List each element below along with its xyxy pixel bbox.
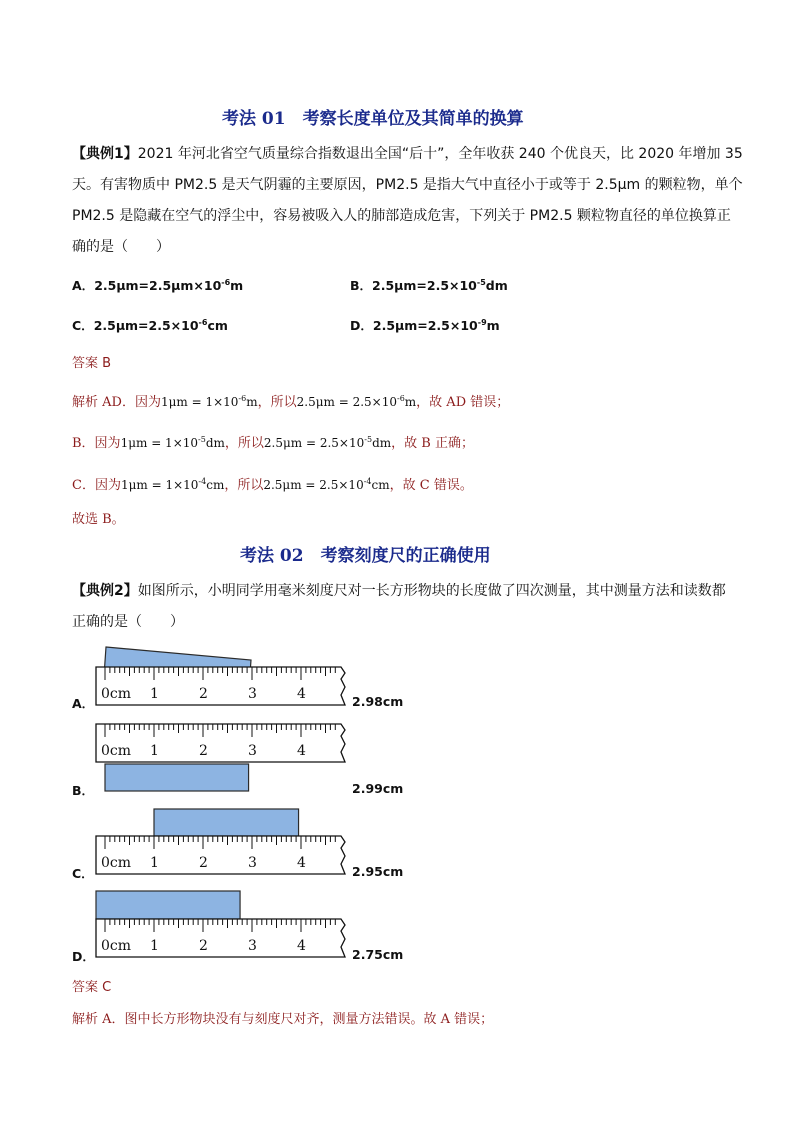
ruler-tick-label: 3 bbox=[248, 686, 257, 702]
ruler-a-label[interactable]: A． bbox=[72, 696, 95, 711]
paragraph-line: 正确的是（ ） bbox=[72, 614, 184, 630]
block-b bbox=[105, 764, 249, 791]
ruler-tick-label: 4 bbox=[297, 938, 306, 954]
ruler-tick-label: 0cm bbox=[101, 938, 132, 954]
answer-2: 答案 C bbox=[72, 980, 112, 995]
ruler-a-reading: 2.98cm bbox=[352, 694, 404, 709]
paragraph-line: PM2.5 是隐藏在空气的浮尘中，容易被吸入人的肺部造成危害，下列关于 PM2.5 颗粒物直径的单位换算正 bbox=[72, 208, 731, 224]
ruler-tick-label: 2 bbox=[199, 743, 208, 759]
ruler-b bbox=[96, 724, 345, 762]
analysis-line-2: B．因为$1\mu m = 1\times 10^{-5}dm$，所以$2.5\mu m = 2.5\times 10^{-5}dm$，故 B 正确； bbox=[72, 435, 474, 451]
ruler-b-reading: 2.99cm bbox=[352, 781, 404, 796]
analysis-line: 解析 A．图中长方形物块没有与刻度尺对齐，测量方法错误。故 A 错误； bbox=[72, 1012, 494, 1027]
ruler-d-label[interactable]: D． bbox=[72, 949, 95, 964]
ruler-tick-label: 4 bbox=[297, 743, 306, 759]
ruler-tick-label: 0cm bbox=[101, 855, 132, 871]
ruler-tick-label: 1 bbox=[150, 855, 159, 871]
answer-1: 答案 B bbox=[72, 356, 112, 371]
ruler-tick-label: 1 bbox=[150, 743, 159, 759]
ruler-a bbox=[96, 667, 345, 705]
analysis-line-4: 故选 B。 bbox=[72, 512, 125, 527]
analysis-line-1: 解析 AD．因为$1\mu m = 1\times 10^{-6}m$，所以$2.5\mu m = 2.5\times 10^{-6}m$，故 AD 错误； bbox=[72, 394, 510, 410]
option-a[interactable]: A．$2.5\mu m=2.5\mu m\times 10^{-6}m$ bbox=[72, 278, 244, 293]
ruler-tick-label: 3 bbox=[248, 938, 257, 954]
ruler-tick-label: 4 bbox=[297, 855, 306, 871]
option-c[interactable]: C．$2.5\mu m=2.5\times 10^{-6}cm$ bbox=[72, 318, 228, 333]
section1-title: 考法 01 考察长度单位及其简单的换算 bbox=[222, 109, 524, 129]
ruler-d bbox=[96, 919, 345, 957]
ruler-tick-label: 1 bbox=[150, 938, 159, 954]
ruler-tick-label: 2 bbox=[199, 855, 208, 871]
paragraph-text: 如图所示，小明同学用毫米刻度尺对一长方形物块的长度做了四次测量，其中测量方法和读数都 bbox=[137, 583, 726, 599]
ruler-tick-label: 2 bbox=[199, 686, 208, 702]
ruler-tick-label: 3 bbox=[248, 855, 257, 871]
paragraph-line: 确的是（ ） bbox=[72, 239, 170, 255]
example-tag: 【典例1】 bbox=[72, 146, 138, 162]
ruler-c-reading: 2.95cm bbox=[352, 864, 404, 879]
section2-title: 考法 02 考察刻度尺的正确使用 bbox=[240, 546, 491, 566]
analysis-line-3: C．因为$1\mu m = 1\times 10^{-4}cm$，所以$2.5\mu m = 2.5\times 10^{-4}cm$，故 C 错误。 bbox=[72, 477, 473, 493]
block-c bbox=[154, 809, 299, 836]
ruler-tick-label: 0cm bbox=[101, 743, 132, 759]
block-d bbox=[96, 891, 240, 919]
ruler-c bbox=[96, 836, 345, 874]
ruler-tick-label: 1 bbox=[150, 686, 159, 702]
paragraph-line: 天。有害物质中 PM2.5 是天气阴霾的主要原因，PM2.5 是指大气中直径小于或等于 2.5μm 的颗粒物，单个 bbox=[72, 177, 743, 193]
ruler-tick-label: 4 bbox=[297, 686, 306, 702]
ruler-tick-label: 3 bbox=[248, 743, 257, 759]
example-tag: 【典例2】 bbox=[72, 583, 138, 599]
ruler-tick-label: 2 bbox=[199, 938, 208, 954]
option-d[interactable]: D．$2.5\mu m=2.5\times 10^{-9}m$ bbox=[350, 318, 500, 333]
paragraph-text: 2021 年河北省空气质量综合指数退出全国“后十”，全年收获 240 个优良天，比 2020 年增加 35 bbox=[137, 146, 743, 162]
option-b[interactable]: B．$2.5\mu m=2.5\times 10^{-5}dm$ bbox=[350, 278, 508, 293]
ruler-d-reading: 2.75cm bbox=[352, 947, 404, 962]
ruler-b-label[interactable]: B． bbox=[72, 783, 95, 798]
ruler-c-label[interactable]: C． bbox=[72, 866, 94, 881]
ruler-tick-label: 0cm bbox=[101, 686, 132, 702]
